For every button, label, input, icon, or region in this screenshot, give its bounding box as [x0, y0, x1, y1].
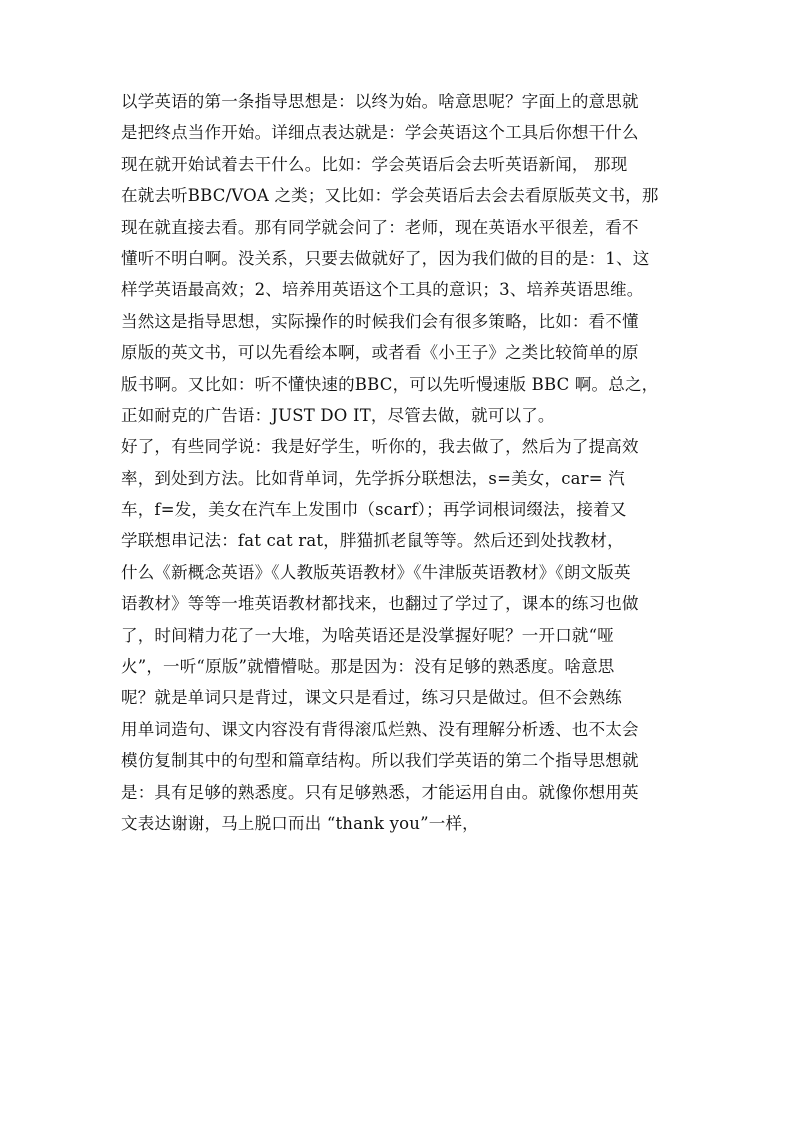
text-line: 用单词造句、课文内容没有背得滚瓜烂熟、没有理解分析透、也不太会 — [121, 719, 639, 739]
text-line: 什么《新概念英语》《人教版英语教材》《牛津版英语教材》《朗文版英 — [121, 562, 631, 582]
text-line: 样学英语最高效；2、培养用英语这个工具的意识；3、培养英语思维。 — [121, 280, 644, 300]
body-text — [121, 86, 681, 839]
text-line: 懂听不明白啊。没关系，只要去做就好了，因为我们做的目的是：1、这 — [121, 248, 650, 268]
text-line: 当然这是指导思想，实际操作的时候我们会有很多策略，比如：看不懂 — [121, 311, 639, 331]
text-line: 车，f=发，美女在汽车上发围巾（scarf）；再学词根词缀法，接着又 — [121, 500, 627, 520]
text-line: 文表达谢谢，马上脱口而出 “thank you”一样， — [121, 813, 479, 833]
text-line: 语教材》等等一堆英语教材都找来，也翻过了学过了，课本的练习也做 — [121, 594, 639, 614]
text-line: 现在就直接去看。那有同学就会问了：老师，现在英语水平很差，看不 — [121, 217, 639, 237]
text-line: 模仿复制其中的句型和篇章结构。所以我们学英语的第二个指导思想就 — [121, 751, 639, 771]
text-line: 率，到处到方法。比如背单词，先学拆分联想法，s=美女，car= 汽 — [121, 468, 625, 488]
text-line: 现在就开始试着去干什么。比如：学会英语后会去听英语新闻， 那现 — [121, 154, 628, 174]
text-line: 学联想串记法：fat cat rat，胖猫抓老鼠等等。然后还到处找教材， — [121, 531, 624, 551]
text-line: 好了，有些同学说：我是好学生，听你的，我去做了，然后为了提高效 — [121, 437, 639, 457]
text-line: 了，时间精力花了一大堆，为啥英语还是没掌握好呢？一开口就“哑 — [121, 625, 614, 645]
text-line: 在就去听BBC/VOA 之类；又比如：学会英语后去会去看原版英文书，那 — [121, 186, 659, 206]
text-line: 以学英语的第一条指导思想是：以终为始。啥意思呢？字面上的意思就 — [121, 92, 639, 111]
text-line: 版书啊。又比如：听不懂快速的BBC，可以先听慢速版 BBC 啊。总之， — [121, 374, 659, 394]
text-line: 火”，一听“原版”就懵懵哒。那是因为：没有足够的熟悉度。啥意思 — [121, 657, 615, 677]
text-line: 原版的英文书，可以先看绘本啊，或者看《小王子》之类比较简单的原 — [121, 343, 639, 363]
text-line: 呢？就是单词只是背过，课文只是看过，练习只是做过。但不会熟练 — [121, 688, 622, 708]
text-line: 是把终点当作开始。详细点表达就是：学会英语这个工具后你想干什么 — [121, 123, 639, 143]
text-line: 正如耐克的广告语：JUST DO IT，尽管去做，就可以了。 — [121, 405, 555, 425]
text-line: 是：具有足够的熟悉度。只有足够熟悉，才能运用自由。就像你想用英 — [121, 782, 639, 802]
